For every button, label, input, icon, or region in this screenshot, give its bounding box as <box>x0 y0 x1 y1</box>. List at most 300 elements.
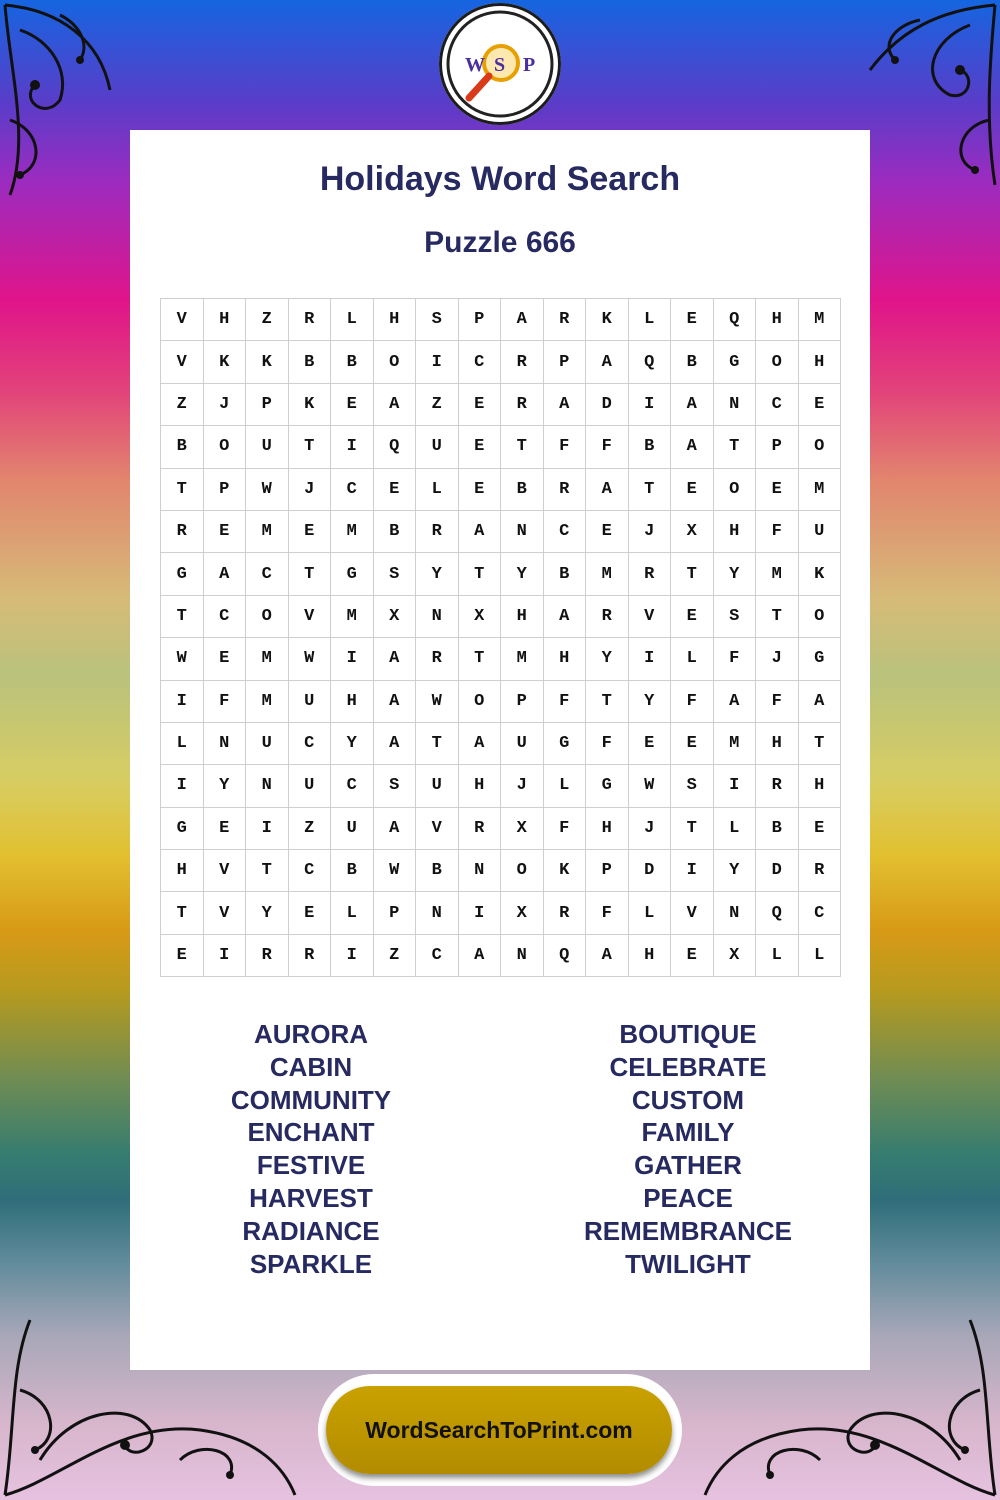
grid-cell[interactable]: T <box>458 638 501 680</box>
grid-cell[interactable]: C <box>331 765 374 807</box>
grid-cell[interactable]: B <box>331 850 374 892</box>
grid-cell[interactable]: B <box>671 341 714 383</box>
grid-cell[interactable]: I <box>331 934 374 976</box>
grid-cell[interactable]: O <box>798 595 841 637</box>
grid-cell[interactable]: U <box>288 680 331 722</box>
grid-cell[interactable]: H <box>586 807 629 849</box>
grid-row <box>161 638 841 680</box>
grid-cell[interactable]: H <box>458 765 501 807</box>
grid-row <box>161 383 841 425</box>
grid-cell[interactable]: A <box>373 638 416 680</box>
grid-cell[interactable]: P <box>203 468 246 510</box>
grid-cell[interactable]: M <box>586 553 629 595</box>
site-logo[interactable] <box>439 3 561 125</box>
grid-cell[interactable]: C <box>543 510 586 552</box>
grid-cell[interactable]: O <box>713 468 756 510</box>
grid-cell[interactable]: E <box>798 807 841 849</box>
grid-cell[interactable]: E <box>458 426 501 468</box>
grid-cell[interactable]: H <box>543 638 586 680</box>
grid-cell[interactable]: B <box>628 426 671 468</box>
grid-cell[interactable]: N <box>501 510 544 552</box>
grid-cell[interactable]: T <box>628 468 671 510</box>
grid-cell[interactable]: T <box>458 553 501 595</box>
puzzle-sheet <box>130 130 870 1370</box>
grid-cell[interactable]: O <box>458 680 501 722</box>
grid-cell[interactable]: N <box>713 383 756 425</box>
grid-cell[interactable]: C <box>458 341 501 383</box>
grid-cell[interactable]: H <box>331 680 374 722</box>
grid-cell[interactable]: F <box>586 892 629 934</box>
grid-cell[interactable]: O <box>246 595 289 637</box>
grid-cell[interactable]: O <box>373 341 416 383</box>
grid-cell[interactable]: J <box>628 510 671 552</box>
grid-cell[interactable]: P <box>586 850 629 892</box>
grid-cell[interactable]: B <box>288 341 331 383</box>
grid-cell[interactable]: A <box>203 553 246 595</box>
grid-cell[interactable]: Q <box>628 341 671 383</box>
grid-cell[interactable]: E <box>458 383 501 425</box>
grid-cell[interactable]: X <box>713 934 756 976</box>
grid-cell[interactable]: L <box>798 934 841 976</box>
grid-cell[interactable]: H <box>713 510 756 552</box>
grid-cell[interactable]: G <box>586 765 629 807</box>
grid-cell[interactable]: R <box>628 553 671 595</box>
grid-cell[interactable]: A <box>373 383 416 425</box>
grid-cell[interactable]: E <box>671 595 714 637</box>
grid-cell[interactable]: F <box>671 680 714 722</box>
grid-cell[interactable]: J <box>628 807 671 849</box>
grid-cell[interactable]: R <box>756 765 799 807</box>
grid-cell[interactable]: Y <box>246 892 289 934</box>
word-item: ENCHANT <box>247 1117 375 1148</box>
grid-cell[interactable]: K <box>586 299 629 341</box>
grid-cell[interactable]: I <box>203 934 246 976</box>
grid-row <box>161 595 841 637</box>
grid-cell[interactable]: R <box>543 299 586 341</box>
grid-cell[interactable]: R <box>288 934 331 976</box>
grid-row <box>161 468 841 510</box>
footer-link-container <box>318 1374 682 1486</box>
magnifier-icon <box>439 3 561 125</box>
grid-cell[interactable]: T <box>671 807 714 849</box>
grid-cell[interactable]: J <box>501 765 544 807</box>
grid-cell[interactable]: A <box>373 680 416 722</box>
grid-cell[interactable]: S <box>373 765 416 807</box>
grid-cell[interactable]: H <box>756 299 799 341</box>
grid-cell[interactable]: M <box>331 510 374 552</box>
grid-cell[interactable]: A <box>501 299 544 341</box>
grid-cell[interactable]: R <box>586 595 629 637</box>
grid-cell[interactable]: I <box>458 892 501 934</box>
grid-cell[interactable]: U <box>331 807 374 849</box>
grid-cell[interactable]: O <box>798 426 841 468</box>
grid-cell[interactable]: E <box>373 468 416 510</box>
grid-cell[interactable]: L <box>331 299 374 341</box>
grid-cell[interactable]: I <box>331 638 374 680</box>
grid-cell[interactable]: T <box>246 850 289 892</box>
grid-cell[interactable]: A <box>586 341 629 383</box>
word-item: CUSTOM <box>631 1084 745 1115</box>
grid-cell[interactable]: A <box>373 722 416 764</box>
grid-cell[interactable]: O <box>501 850 544 892</box>
grid-cell[interactable]: M <box>501 638 544 680</box>
grid-cell[interactable]: K <box>203 341 246 383</box>
grid-cell[interactable]: L <box>756 934 799 976</box>
grid-row <box>161 722 841 764</box>
grid-cell[interactable]: X <box>501 807 544 849</box>
grid-cell[interactable]: M <box>246 638 289 680</box>
grid-cell[interactable]: N <box>713 892 756 934</box>
grid-cell[interactable]: R <box>288 299 331 341</box>
grid-cell[interactable]: V <box>671 892 714 934</box>
grid-cell[interactable]: M <box>246 510 289 552</box>
grid-cell[interactable]: R <box>416 638 459 680</box>
grid-cell[interactable]: F <box>543 807 586 849</box>
word-item: PEACE <box>643 1182 733 1213</box>
grid-cell[interactable]: A <box>458 722 501 764</box>
grid-cell[interactable]: R <box>501 383 544 425</box>
grid-cell[interactable]: A <box>458 934 501 976</box>
grid-cell[interactable]: W <box>288 638 331 680</box>
word-item: COMMUNITY <box>230 1084 392 1115</box>
grid-cell[interactable]: Y <box>713 850 756 892</box>
grid-cell[interactable]: P <box>501 680 544 722</box>
grid-cell[interactable]: X <box>671 510 714 552</box>
grid-cell[interactable]: K <box>798 553 841 595</box>
grid-cell[interactable]: Z <box>288 807 331 849</box>
grid-cell[interactable]: Y <box>501 553 544 595</box>
grid-cell[interactable]: H <box>798 341 841 383</box>
grid-cell[interactable]: B <box>331 341 374 383</box>
grid-cell[interactable]: E <box>586 510 629 552</box>
grid-cell[interactable]: T <box>671 553 714 595</box>
grid-cell[interactable]: L <box>671 638 714 680</box>
grid-cell[interactable]: Q <box>756 892 799 934</box>
grid-cell[interactable]: E <box>203 638 246 680</box>
grid-cell[interactable]: I <box>416 341 459 383</box>
grid-cell[interactable]: T <box>161 468 204 510</box>
grid-cell[interactable]: M <box>756 553 799 595</box>
grid-cell[interactable]: E <box>671 722 714 764</box>
grid-cell[interactable]: F <box>586 426 629 468</box>
grid-row <box>161 807 841 849</box>
grid-cell[interactable]: Y <box>203 765 246 807</box>
grid-cell[interactable]: V <box>161 299 204 341</box>
grid-cell[interactable]: C <box>288 722 331 764</box>
grid-cell[interactable]: C <box>416 934 459 976</box>
word-item: FESTIVE <box>256 1150 366 1181</box>
grid-cell[interactable]: V <box>628 595 671 637</box>
grid-cell[interactable]: E <box>203 807 246 849</box>
grid-cell[interactable]: T <box>288 553 331 595</box>
grid-cell[interactable]: Z <box>246 299 289 341</box>
grid-cell[interactable]: Y <box>416 553 459 595</box>
logo-letter-w: W <box>465 54 485 76</box>
grid-cell[interactable]: W <box>628 765 671 807</box>
logo-letter-p: P <box>523 54 536 76</box>
grid-cell[interactable]: I <box>331 426 374 468</box>
grid-cell[interactable]: U <box>501 722 544 764</box>
grid-cell[interactable]: E <box>671 934 714 976</box>
grid-cell[interactable]: N <box>416 595 459 637</box>
grid-cell[interactable]: I <box>671 850 714 892</box>
grid-cell[interactable]: U <box>798 510 841 552</box>
grid-cell[interactable]: A <box>713 680 756 722</box>
word-item: REMEMBRANCE <box>584 1215 792 1246</box>
grid-cell[interactable]: D <box>756 850 799 892</box>
grid-cell[interactable]: R <box>416 510 459 552</box>
grid-cell[interactable]: R <box>161 510 204 552</box>
grid-cell[interactable]: N <box>416 892 459 934</box>
grid-cell[interactable]: E <box>458 468 501 510</box>
grid-cell[interactable]: X <box>373 595 416 637</box>
grid-cell[interactable]: S <box>713 595 756 637</box>
word-item: TWILIGHT <box>625 1248 751 1279</box>
grid-cell[interactable]: K <box>543 850 586 892</box>
grid-cell[interactable]: A <box>543 383 586 425</box>
grid-row <box>161 299 841 341</box>
grid-cell[interactable]: F <box>543 426 586 468</box>
grid-cell[interactable]: F <box>543 680 586 722</box>
grid-cell[interactable]: T <box>161 595 204 637</box>
grid-row <box>161 341 841 383</box>
grid-cell[interactable]: G <box>798 638 841 680</box>
grid-cell[interactable]: H <box>161 850 204 892</box>
grid-cell[interactable]: Y <box>713 553 756 595</box>
grid-cell[interactable]: Z <box>373 934 416 976</box>
grid-cell[interactable]: V <box>203 892 246 934</box>
grid-cell[interactable]: J <box>288 468 331 510</box>
grid-cell[interactable]: V <box>288 595 331 637</box>
grid-cell[interactable]: G <box>161 807 204 849</box>
grid-cell[interactable]: W <box>373 850 416 892</box>
word-item: CABIN <box>269 1051 353 1082</box>
grid-cell[interactable]: B <box>543 553 586 595</box>
grid-cell[interactable]: M <box>246 680 289 722</box>
grid-cell[interactable]: R <box>501 341 544 383</box>
grid-cell[interactable]: F <box>713 638 756 680</box>
word-list-left <box>161 1018 461 1280</box>
grid-cell[interactable]: L <box>713 807 756 849</box>
grid-row <box>161 510 841 552</box>
website-link-button[interactable]: WordSearchToPrint.com <box>326 1386 672 1474</box>
word-item: AURORA <box>253 1019 369 1049</box>
grid-row <box>161 892 841 934</box>
grid-cell[interactable]: V <box>416 807 459 849</box>
grid-cell[interactable]: E <box>288 892 331 934</box>
grid-cell[interactable]: R <box>798 850 841 892</box>
grid-cell[interactable]: P <box>543 341 586 383</box>
grid-cell[interactable]: L <box>628 892 671 934</box>
grid-cell[interactable]: A <box>543 595 586 637</box>
grid-cell[interactable]: M <box>713 722 756 764</box>
grid-cell[interactable]: J <box>756 638 799 680</box>
grid-cell[interactable]: G <box>331 553 374 595</box>
grid-cell[interactable]: U <box>246 722 289 764</box>
grid-cell[interactable]: M <box>331 595 374 637</box>
grid-cell[interactable]: S <box>416 299 459 341</box>
grid-cell[interactable]: R <box>246 934 289 976</box>
grid-cell[interactable]: I <box>628 383 671 425</box>
grid-cell[interactable]: T <box>586 680 629 722</box>
grid-cell[interactable]: Y <box>586 638 629 680</box>
grid-cell[interactable]: E <box>798 383 841 425</box>
grid-cell[interactable]: L <box>331 892 374 934</box>
grid-cell[interactable]: R <box>543 892 586 934</box>
grid-cell[interactable]: H <box>798 765 841 807</box>
grid-cell[interactable]: R <box>543 468 586 510</box>
grid-cell[interactable]: X <box>501 892 544 934</box>
grid-cell[interactable]: F <box>756 510 799 552</box>
grid-cell[interactable]: F <box>203 680 246 722</box>
grid-cell[interactable]: C <box>203 595 246 637</box>
grid-cell[interactable]: E <box>628 722 671 764</box>
grid-cell[interactable]: L <box>628 299 671 341</box>
grid-cell[interactable]: E <box>671 468 714 510</box>
grid-cell[interactable]: S <box>671 765 714 807</box>
grid-cell[interactable]: F <box>756 680 799 722</box>
grid-cell[interactable]: B <box>416 850 459 892</box>
grid-cell[interactable]: A <box>458 510 501 552</box>
grid-cell[interactable]: C <box>246 553 289 595</box>
grid-cell[interactable]: T <box>161 892 204 934</box>
grid-cell[interactable]: C <box>288 850 331 892</box>
grid-cell[interactable]: J <box>203 383 246 425</box>
grid-cell[interactable]: S <box>373 553 416 595</box>
grid-cell[interactable]: B <box>756 807 799 849</box>
grid-cell[interactable]: C <box>331 468 374 510</box>
grid-cell[interactable]: Z <box>161 383 204 425</box>
corner-ornament-top-left <box>0 0 120 200</box>
word-item: HARVEST <box>249 1182 373 1213</box>
grid-cell[interactable]: B <box>373 510 416 552</box>
grid-cell[interactable]: O <box>203 426 246 468</box>
grid-cell[interactable]: E <box>203 510 246 552</box>
grid-cell[interactable]: Y <box>628 680 671 722</box>
grid-cell[interactable]: X <box>458 595 501 637</box>
grid-row <box>161 680 841 722</box>
puzzle-number: Puzzle 666 <box>424 226 576 259</box>
word-item: GATHER <box>634 1150 742 1181</box>
word-item: FAMILY <box>641 1117 735 1148</box>
page-title: Holidays Word Search <box>319 160 681 198</box>
grid-cell[interactable]: G <box>543 722 586 764</box>
grid-cell[interactable]: I <box>161 765 204 807</box>
word-item: CELEBRATE <box>609 1051 767 1082</box>
word-list-right <box>538 1018 838 1280</box>
grid-cell[interactable]: Q <box>373 426 416 468</box>
grid-cell[interactable]: T <box>713 426 756 468</box>
grid-row <box>161 553 841 595</box>
grid-cell[interactable]: Q <box>713 299 756 341</box>
grid-cell[interactable]: U <box>416 765 459 807</box>
grid-cell[interactable]: T <box>501 426 544 468</box>
grid-cell[interactable]: P <box>246 383 289 425</box>
grid-cell[interactable]: T <box>416 722 459 764</box>
grid-cell[interactable]: L <box>543 765 586 807</box>
grid-cell[interactable]: H <box>628 934 671 976</box>
grid-cell[interactable]: I <box>246 807 289 849</box>
grid-cell[interactable]: L <box>416 468 459 510</box>
grid-cell[interactable]: M <box>798 299 841 341</box>
grid-cell[interactable]: P <box>756 426 799 468</box>
grid-cell[interactable]: C <box>798 892 841 934</box>
grid-cell[interactable]: F <box>586 722 629 764</box>
word-item: BOUTIQUE <box>619 1019 757 1049</box>
grid-cell[interactable]: I <box>628 638 671 680</box>
grid-row <box>161 934 841 976</box>
word-item: RADIANCE <box>242 1215 380 1246</box>
letter-grid <box>160 298 841 977</box>
grid-cell[interactable]: G <box>713 341 756 383</box>
grid-cell[interactable]: E <box>671 299 714 341</box>
grid-cell[interactable]: H <box>373 299 416 341</box>
grid-cell[interactable]: T <box>756 595 799 637</box>
grid-cell[interactable]: I <box>161 680 204 722</box>
grid-cell[interactable]: W <box>416 680 459 722</box>
grid-cell[interactable]: Z <box>416 383 459 425</box>
grid-cell[interactable]: I <box>713 765 756 807</box>
grid-cell[interactable]: B <box>161 426 204 468</box>
grid-cell[interactable]: M <box>798 468 841 510</box>
grid-cell[interactable]: K <box>246 341 289 383</box>
grid-cell[interactable]: L <box>161 722 204 764</box>
grid-cell[interactable]: G <box>161 553 204 595</box>
grid-cell[interactable]: H <box>756 722 799 764</box>
grid-cell[interactable]: N <box>203 722 246 764</box>
grid-cell[interactable]: Y <box>331 722 374 764</box>
grid-cell[interactable]: A <box>373 807 416 849</box>
grid-cell[interactable]: N <box>246 765 289 807</box>
grid-cell[interactable]: R <box>458 807 501 849</box>
grid-cell[interactable]: P <box>373 892 416 934</box>
grid-cell[interactable]: A <box>798 680 841 722</box>
grid-cell[interactable]: T <box>288 426 331 468</box>
grid-cell[interactable]: E <box>161 934 204 976</box>
grid-cell[interactable]: U <box>416 426 459 468</box>
grid-cell[interactable]: A <box>671 426 714 468</box>
grid-cell[interactable]: Q <box>543 934 586 976</box>
grid-row <box>161 765 841 807</box>
grid-cell[interactable]: T <box>798 722 841 764</box>
grid-cell[interactable]: H <box>501 595 544 637</box>
grid-cell[interactable]: B <box>501 468 544 510</box>
grid-cell[interactable]: E <box>756 468 799 510</box>
grid-cell[interactable]: A <box>586 468 629 510</box>
grid-cell[interactable]: W <box>246 468 289 510</box>
grid-row <box>161 850 841 892</box>
grid-cell[interactable]: P <box>458 299 501 341</box>
grid-cell[interactable]: E <box>288 510 331 552</box>
grid-cell[interactable]: D <box>586 383 629 425</box>
grid-cell[interactable]: V <box>203 850 246 892</box>
grid-row <box>161 426 841 468</box>
grid-cell[interactable]: C <box>756 383 799 425</box>
grid-cell[interactable]: O <box>756 341 799 383</box>
grid-cell[interactable]: U <box>246 426 289 468</box>
grid-cell[interactable]: A <box>586 934 629 976</box>
grid-cell[interactable]: K <box>288 383 331 425</box>
grid-cell[interactable]: N <box>458 850 501 892</box>
grid-cell[interactable]: W <box>161 638 204 680</box>
grid-cell[interactable]: E <box>331 383 374 425</box>
grid-cell[interactable]: N <box>501 934 544 976</box>
grid-cell[interactable]: V <box>161 341 204 383</box>
grid-cell[interactable]: H <box>203 299 246 341</box>
grid-cell[interactable]: U <box>288 765 331 807</box>
grid-cell[interactable]: A <box>671 383 714 425</box>
grid-cell[interactable]: D <box>628 850 671 892</box>
